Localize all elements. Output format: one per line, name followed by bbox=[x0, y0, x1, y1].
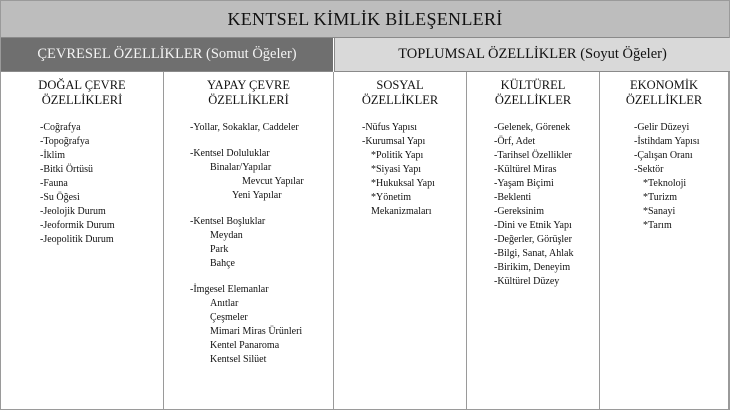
list-item: -Bitki Örtüsü bbox=[40, 164, 94, 175]
list-item: *Sanayi bbox=[643, 206, 676, 217]
list-item: -İklim bbox=[40, 150, 65, 161]
list-item: -Su Öğesi bbox=[40, 192, 80, 203]
list-item: -Jeolojik Durum bbox=[40, 206, 106, 217]
list-item: Anıtlar bbox=[210, 298, 239, 309]
list-item: Bahçe bbox=[210, 258, 235, 269]
list-item: Kentel Panaroma bbox=[210, 340, 280, 351]
list-item: *Hukuksal Yapı bbox=[371, 178, 435, 189]
list-item: -Fauna bbox=[40, 178, 68, 189]
group-header-social: TOPLUMSAL ÖZELLİKLER (Soyut Öğeler) bbox=[334, 38, 730, 72]
list-item: *Yönetim bbox=[371, 192, 411, 203]
list-item: -Tarihsel Özellikler bbox=[494, 150, 572, 161]
list-item: -Çalışan Oranı bbox=[634, 150, 693, 161]
list-item: -Bilgi, Sanat, Ahlak bbox=[494, 248, 574, 259]
list-item: -Değerler, Görüşler bbox=[494, 234, 572, 245]
list-item: *Turizm bbox=[643, 192, 678, 203]
list-item: -Birikim, Deneyim bbox=[494, 262, 571, 273]
list-item: Binalar/Yapılar bbox=[210, 162, 272, 173]
list-item: -İstihdam Yapısı bbox=[634, 136, 700, 147]
list-item: Mimari Miras Ürünleri bbox=[210, 326, 303, 337]
list-item: -İmgesel Elemanlar bbox=[190, 284, 269, 295]
list-item: -Kentsel Doluluklar bbox=[190, 148, 270, 159]
diagram-title: KENTSEL KİMLİK BİLEŞENLERİ bbox=[1, 1, 729, 38]
column-natural-environment bbox=[1, 72, 164, 409]
column-heading: KÜLTÜREL ÖZELLİKLER bbox=[494, 78, 572, 107]
list-item: -Gereksinim bbox=[494, 206, 544, 217]
list-item: *Teknoloji bbox=[643, 178, 687, 189]
list-item: *Tarım bbox=[643, 220, 672, 231]
list-item: -Jeopolitik Durum bbox=[40, 234, 114, 245]
list-item: -Örf, Adet bbox=[494, 136, 536, 147]
list-item: -Topoğrafya bbox=[40, 136, 90, 147]
list-item: Meydan bbox=[210, 230, 243, 241]
list-item: -Sektör bbox=[634, 164, 664, 175]
list-item: -Kentsel Boşluklar bbox=[190, 216, 266, 227]
column-heading: EKONOMİK ÖZELLİKLER bbox=[625, 78, 703, 107]
list-item: -Kültürel Miras bbox=[494, 164, 557, 175]
list-item: -Kurumsal Yapı bbox=[362, 136, 426, 147]
list-item: Kentsel Silüet bbox=[210, 354, 267, 365]
list-item: Mevcut Yapılar bbox=[242, 176, 304, 187]
list-item: Park bbox=[210, 244, 229, 255]
list-item: -Beklenti bbox=[494, 192, 532, 203]
group-header-environmental: ÇEVRESEL ÖZELLİKLER (Somut Öğeler) bbox=[1, 38, 333, 72]
list-item: *Siyasi Yapı bbox=[371, 164, 422, 175]
column-heading: SOSYAL ÖZELLİKLER bbox=[361, 78, 439, 107]
list-item: -Kültürel Düzey bbox=[494, 276, 560, 287]
column-economic bbox=[600, 72, 729, 409]
list-item: -Jeoformik Durum bbox=[40, 220, 115, 231]
column-built-environment bbox=[164, 72, 334, 409]
column-cultural bbox=[467, 72, 600, 409]
list-item: -Yollar, Sokaklar, Caddeler bbox=[190, 122, 299, 133]
list-item: -Yaşam Biçimi bbox=[494, 178, 554, 189]
column-social bbox=[334, 72, 467, 409]
list-item: -Nüfus Yapısı bbox=[362, 122, 418, 133]
list-item: -Coğrafya bbox=[40, 122, 81, 133]
list-item: Çeşmeler bbox=[210, 312, 248, 323]
list-item: *Politik Yapı bbox=[371, 150, 424, 161]
list-item: -Gelir Düzeyi bbox=[634, 122, 690, 133]
list-item: Yeni Yapılar bbox=[232, 190, 282, 201]
column-heading: YAPAY ÇEVRE ÖZELLİKLERİ bbox=[206, 78, 290, 107]
list-item: -Gelenek, Görenek bbox=[494, 122, 571, 133]
column-heading: DOĞAL ÇEVRE ÖZELLİKLERİ bbox=[38, 78, 126, 107]
list-item: Mekanizmaları bbox=[371, 206, 432, 217]
list-item: -Dini ve Etnik Yapı bbox=[494, 220, 572, 231]
